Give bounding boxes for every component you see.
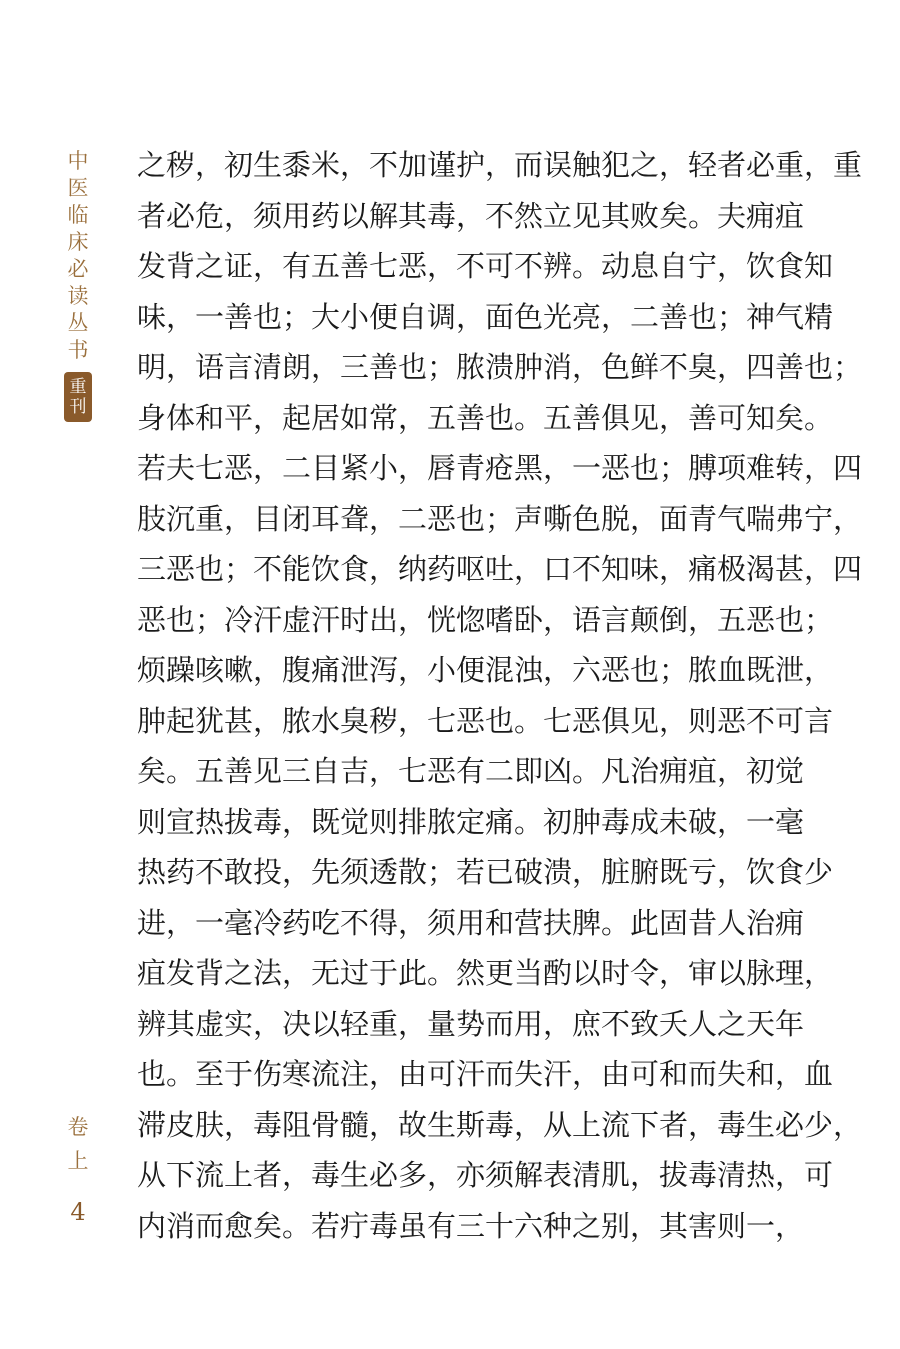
text-line: 恶也；冷汗虚汗时出，恍惚嗜卧，语言颠倒，五恶也； [137, 602, 834, 637]
text-line: 明，语言清朗，三善也；脓溃肿消，色鲜不臭，四善也； [137, 350, 863, 384]
series-title-char: 医 [67, 176, 89, 200]
volume-label [60, 1110, 96, 1178]
seal-char: 重 [69, 377, 87, 397]
text-line: 身体和平，起居如常，五善也。五善俱见，善可知矣。 [137, 400, 834, 435]
series-title-char: 书 [67, 338, 89, 362]
series-title-char: 床 [67, 230, 89, 254]
page-number: 4 [70, 1198, 86, 1226]
text-line: 疽发背之法，无过于此。然更当酌以时令，审以脉理， [137, 956, 834, 990]
series-title-char: 丛 [67, 311, 89, 335]
volume-char: 上 [67, 1149, 89, 1173]
series-title-char: 中 [67, 149, 89, 173]
reprint-seal [64, 372, 92, 422]
text-line: 之秽，初生黍米，不加谨护，而误触犯之，轻者必重，重 [137, 148, 863, 182]
series-title-char: 必 [67, 257, 89, 281]
text-line: 烦躁咳嗽，腹痛泄泻，小便混浊，六恶也；脓血既泄， [137, 653, 834, 687]
text-line: 矣。五善见三自吉，七恶有二即凶。凡治痈疽，初觉 [137, 754, 805, 788]
text-line: 辨其虚实，决以轻重，量势而用，庶不致夭人之天年 [137, 1006, 805, 1041]
text-line: 味，一善也；大小便自调，面色光亮，二善也；神气精 [137, 299, 834, 334]
text-line: 发背之证，有五善七恶，不可不辨。动息自宁，饮食知 [137, 249, 834, 283]
text-line: 肢沉重，目闭耳聋，二恶也；声嘶色脱，面青气喘弗宁， [137, 501, 863, 536]
seal-char: 刊 [69, 397, 87, 417]
text-line: 若夫七恶，二目紧小，唇青疮黑，一恶也；膊项难转，四 [137, 451, 863, 485]
text-line: 也。至于伤寒流注，由可汗而失汗，由可和而失和，血 [137, 1057, 834, 1091]
text-line: 内消而愈矣。若疔毒虽有三十六种之别，其害则一， [137, 1208, 805, 1243]
text-line: 肿起犹甚，脓水臭秽，七恶也。七恶俱见，则恶不可言 [137, 703, 834, 738]
text-line: 进，一毫冷药吃不得，须用和营扶脾。此固昔人治痈 [137, 905, 805, 940]
text-line: 滞皮肤，毒阻骨髓，故生斯毒，从上流下者，毒生必少， [137, 1107, 863, 1142]
series-title [60, 148, 96, 422]
volume-char: 卷 [67, 1115, 89, 1139]
series-title-char: 临 [67, 203, 89, 227]
series-title-char: 读 [67, 284, 89, 308]
text-line: 热药不敢投，先须透散；若已破溃，脏腑既亏，饮食少 [137, 855, 834, 889]
text-line: 者必危，须用药以解其毒，不然立见其败矣。夫痈疽 [137, 198, 805, 233]
body-text [137, 140, 863, 1251]
text-line: 从下流上者，毒生必多，亦须解表清肌，拔毒清热，可 [137, 1158, 834, 1192]
text-line: 三恶也；不能饮食，纳药呕吐，口不知味，痛极渴甚，四 [137, 552, 863, 586]
text-line: 则宣热拔毒，既觉则排脓定痛。初肿毒成未破，一毫 [137, 804, 805, 839]
